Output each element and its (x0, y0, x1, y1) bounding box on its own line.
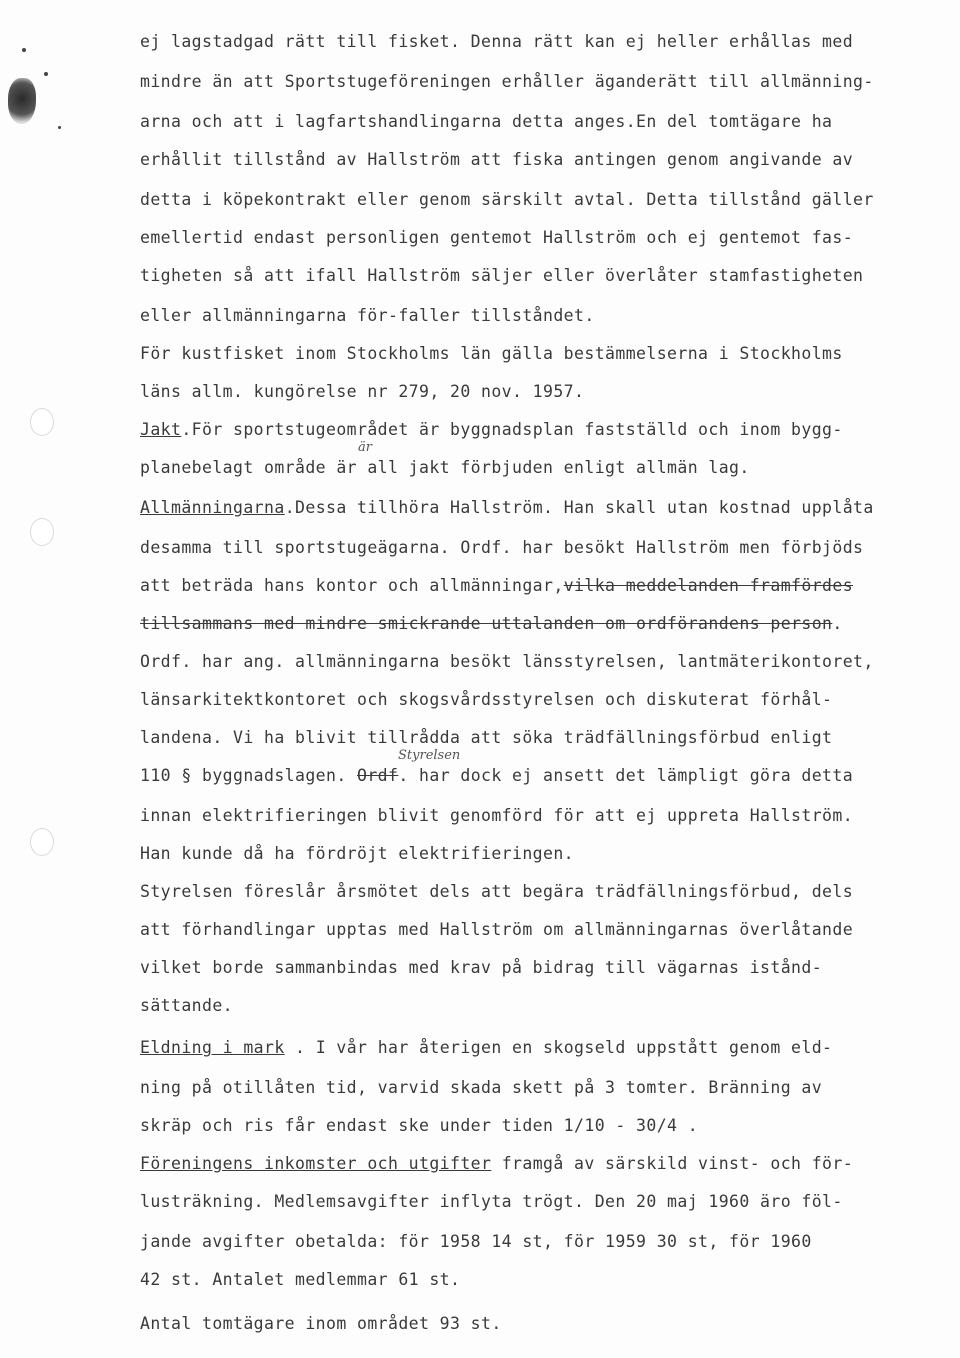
text-line: ej lagstadgad rätt till fisket. Denna rätt kan ej heller erhållas med (140, 32, 854, 51)
text-line: lusträkning. Medlemsavgifter inflyta trögt. Den 20 maj 1960 äro föl- (140, 1192, 843, 1211)
text-line: sättande. (140, 996, 234, 1015)
foreningens-text: framgå av särskild vinst- och för- (491, 1154, 854, 1173)
punch-hole (30, 828, 54, 856)
jakt-line (140, 420, 843, 440)
section-heading-jakt: Jakt (140, 420, 182, 439)
allm-line (140, 614, 843, 634)
text-line: erhållit tillstånd av Hallström att fiska antingen genom angivande av (140, 150, 854, 169)
text-line: Han kunde då ha fördröjt elektrifieringen. (140, 844, 575, 863)
text-line: Antal tomtägare inom området 93 st. (140, 1314, 502, 1333)
text-line: eller allmänningarna för-faller tillståndet. (140, 306, 595, 325)
allm-text: . (832, 614, 843, 633)
text-line: vilket borde sammanbindas med krav på bidrag till vägarnas istånd- (140, 958, 823, 977)
text-line: läns allm. kungörelse nr 279, 20 nov. 1957. (140, 382, 585, 401)
punch-hole (30, 518, 54, 546)
text-line: jande avgifter obetalda: för 1958 14 st, för 1959 30 st, för 1960 (140, 1232, 812, 1251)
ordf-text: 110 § byggnadslagen. (140, 766, 358, 785)
ink-blot (8, 78, 36, 124)
text-line: ning på otillåten tid, varvid skada skett på 3 tomter. Bränning av (140, 1078, 823, 1097)
allm-line (140, 498, 874, 518)
eldning-text: . I vår har återigen en skogseld uppstått genom eld- (284, 1038, 833, 1057)
text-line: innan elektrifieringen blivit genomförd för att ej uppreta Hallström. (140, 806, 854, 825)
text-line: emellertid endast personligen gentemot Hallström och ej gentemot fas- (140, 228, 854, 247)
text-line: tigheten så att ifall Hallström säljer eller överlåter stamfastigheten (140, 266, 864, 285)
text-line: mindre än att Sportstugeföreningen erhåller äganderätt till allmänning- (140, 72, 874, 91)
struck-text: Ordf (357, 766, 399, 785)
handwritten-annotation: är (358, 440, 372, 455)
ink-speck (58, 126, 61, 129)
struck-text: vilka meddelanden framfördes (563, 576, 854, 595)
allm-text: .Dessa tillhöra Hallström. Han skall utan kostnad upplåta (284, 498, 874, 517)
handwritten-annotation: Styrelsen (398, 748, 461, 763)
text-line: Ordf. har ang. allmänningarna besökt länsstyrelsen, lantmäterikontoret, (140, 652, 874, 671)
text-line: planebelagt område är all jakt förbjuden enligt allmän lag. (140, 458, 750, 477)
allm-line (140, 576, 853, 596)
text-line: skräp och ris får endast ske under tiden 1/10 - 30/4 . (140, 1116, 699, 1135)
text-line: länsarkitektkontoret och skogsvårdsstyrelsen och diskuterat förhål- (140, 690, 833, 709)
text-line: detta i köpekontrakt eller genom särskilt avtal. Detta tillstånd gäller (140, 190, 874, 209)
ink-speck (44, 72, 48, 76)
ink-speck (22, 48, 26, 52)
section-heading-eldning: Eldning i mark (140, 1038, 285, 1057)
foreningens-line (140, 1154, 853, 1174)
section-heading-allmanningarna: Allmänningarna (140, 498, 285, 517)
eldning-line (140, 1038, 832, 1058)
ordf-text: . har dock ej ansett det lämpligt göra detta (398, 766, 854, 785)
text-line: arna och att i lagfartshandlingarna detta anges.En del tomtägare ha (140, 112, 833, 131)
jakt-text: .För sportstugeområdet är byggnadsplan fastställd och inom bygg- (181, 420, 843, 439)
text-line: desamma till sportstugeägarna. Ordf. har besökt Hallström men förbjöds (140, 538, 864, 557)
allm-text: att beträda hans kontor och allmänningar, (140, 576, 564, 595)
text-line: att förhandlingar upptas med Hallström om allmänningarnas överlåtande (140, 920, 854, 939)
text-line: Styrelsen föreslår årsmötet dels att begära trädfällningsförbud, dels (140, 882, 854, 901)
punch-hole (30, 408, 54, 436)
ordf-line (140, 766, 853, 786)
text-line: För kustfisket inom Stockholms län gälla bestämmelserna i Stockholms (140, 344, 843, 363)
struck-text: tillsammans med mindre smickrande uttalanden om ordförandens person (140, 614, 833, 633)
text-line: landena. Vi ha blivit tillrådda att söka trädfällningsförbud enligt (140, 728, 833, 747)
text-line: 42 st. Antalet medlemmar 61 st. (140, 1270, 461, 1289)
section-heading-foreningens: Föreningens inkomster och utgifter (140, 1154, 492, 1173)
